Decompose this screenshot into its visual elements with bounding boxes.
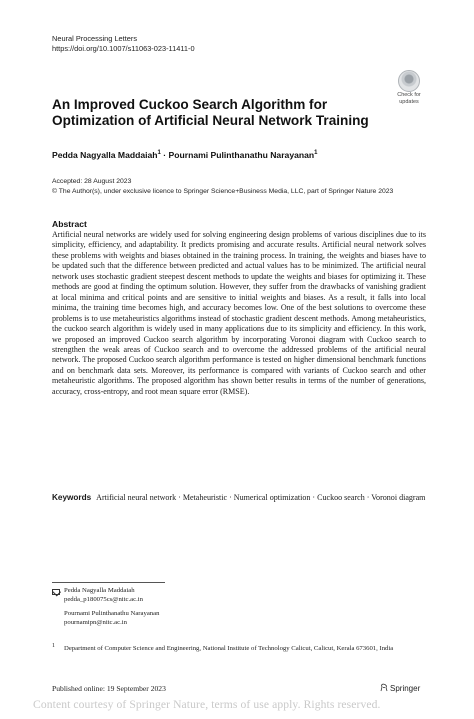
journal-name: Neural Processing Letters [52, 34, 138, 43]
publisher-logo [380, 683, 420, 693]
contact-name: Pournami Pulinthanathu Narayanan [64, 610, 160, 618]
keywords-text: Artificial neural network · Metaheuristic · Numerical optimization · Cuckoo search · Voronoi diagram [96, 493, 426, 502]
affiliation-text: Department of Computer Science and Engineering, National Institute of Technology Calicut, Calicut, Kerala 673601, India [64, 645, 394, 652]
abstract-text: Artificial neural networks are widely used for solving engineering design problems of various disciplines due to its simplicity, efficiency, and adaptability. It predicts promising and accurate results. Artificial neural network solves these problems with weights and biases obtained in the training process. In training, the weights and biases have to be updated such that the difference between predicted and actual values has to be minimized. The artificial neural network uses stochastic gradient steepest descent methods to update the weights and biases for optimizing it. These methods are good at finding the optimum solution. However, they suffer from the drawbacks of vanishing gradient at local minima and critical points and are sensitive to initial weights and biases. As a result, it falls into local minima, the training time becomes high, and accuracy becomes low. One of the best solutions to overcome these problems is to use metaheuristics algorithms instead of stochastic gradient descent methods. Among metaheuristics, the cuckoo search algorithm is widely used in many applications due to its simplicity and efficiency. In this work, we proposed an improved Cuckoo search algorithm by incorporating Voronoi diagram with Cuckoo search to strengthen the weak areas of Cuckoo search and to overcome the addressed problems of the artificial neural network. The proposed Cuckoo search algorithm performance is tested on higher dimensional benchmark functions and on benchmark data sets. Moreover, its performance is compared with variants of Cuckoo search and other metaheuristic algorithms. The proposed algorithm has shown better results in terms of the number of generations, accuracy, cross-entropy, and root mean square error (RMSE). [52, 230, 426, 396]
author-affiliation-mark: 1 [157, 150, 161, 157]
keywords-section [52, 493, 426, 504]
crossmark-icon [398, 70, 420, 92]
author-separator: · [160, 150, 169, 160]
abstract-heading: Abstract [52, 219, 87, 229]
contact-email[interactable]: pournamipn@nitc.ac.in [64, 618, 127, 626]
contact-email[interactable]: pedda_p180075cs@nitc.ac.in [64, 595, 143, 603]
running-header [52, 34, 195, 54]
doi-link[interactable]: https://doi.org/10.1007/s11063-023-11411-0 [52, 44, 195, 53]
check-for-updates-badge[interactable] [392, 70, 426, 105]
publisher-name: Springer [390, 684, 421, 693]
author-name[interactable]: Pedda Nagyalla Maddaiah [52, 150, 158, 160]
courtesy-watermark: Content courtesy of Springer Nature, terms of use apply. Rights reserved. [33, 698, 381, 711]
affiliation-number: 1 [52, 643, 55, 649]
author-name[interactable]: Pournami Pulinthanathu Narayanan [168, 150, 315, 160]
accepted-date: Accepted: 28 August 2023 [52, 178, 132, 185]
correspondence-block [64, 587, 159, 627]
crossmark-label-2: updates [399, 98, 419, 105]
contact-name: Pedda Nagyalla Maddaiah [64, 587, 135, 594]
article-history [52, 177, 393, 196]
published-date: Published online: 19 September 2023 [52, 684, 166, 693]
springer-horse-icon [380, 683, 388, 692]
footnote-divider [52, 582, 165, 583]
crossmark-label-1: Check for [397, 92, 421, 98]
paper-title: An Improved Cuckoo Search Algorithm for Optimization of Artificial Neural Network Training [52, 97, 369, 128]
author-affiliation-mark: 1 [314, 150, 318, 157]
envelope-icon [52, 589, 60, 595]
author-list [52, 150, 318, 160]
copyright-notice: © The Author(s), under exclusive licence to Springer Science+Business Media, LLC, part of Springer Nature 2023 [52, 187, 394, 195]
keywords-label: Keywords [52, 493, 92, 502]
